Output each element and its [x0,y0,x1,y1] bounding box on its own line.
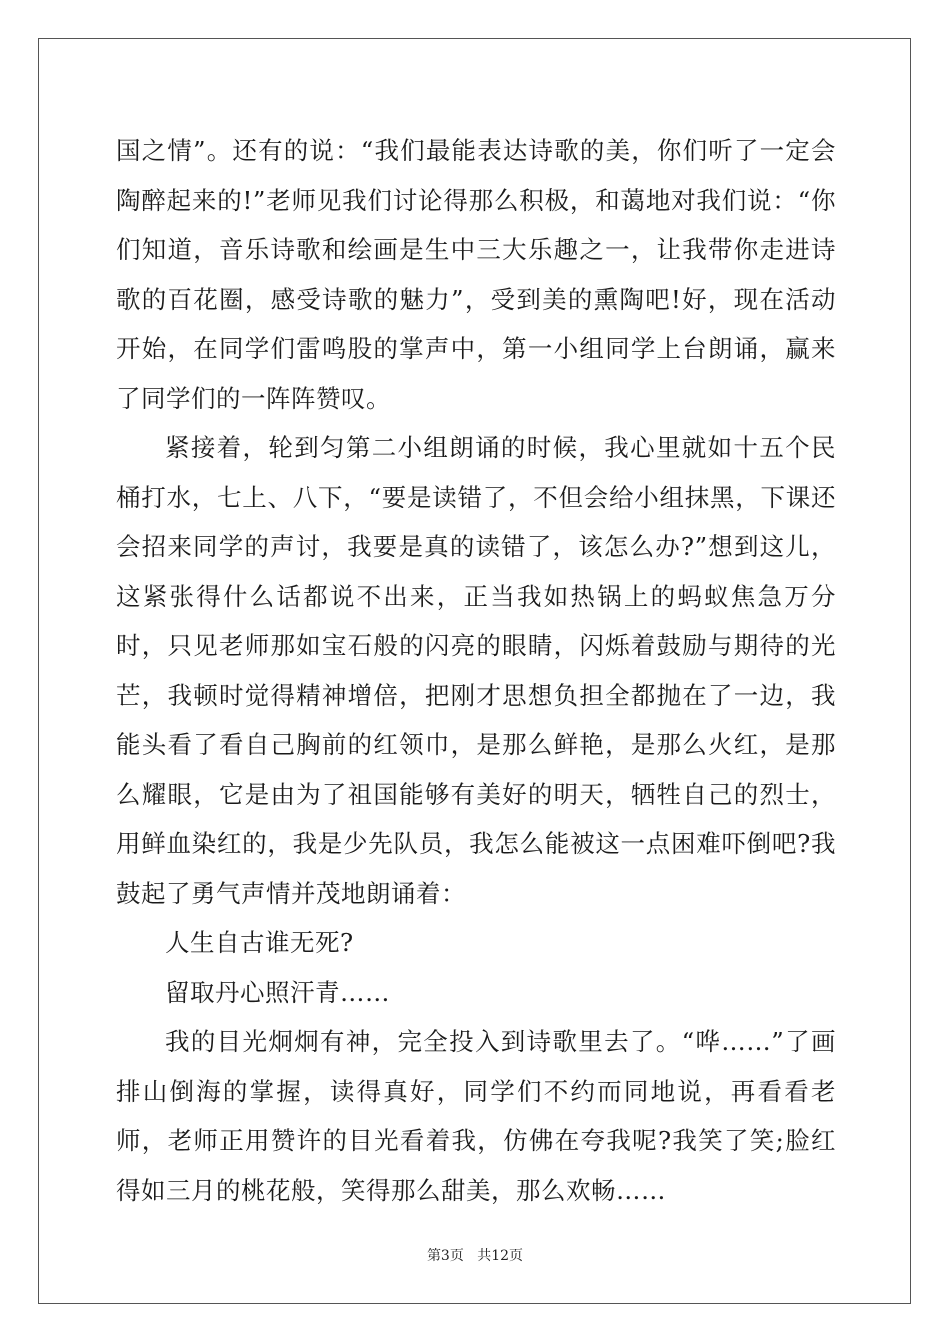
poem-line-2: 留取丹心照汗青…… [165,977,390,1007]
paragraph-3: 我的目光炯炯有神，完全投入到诗歌里去了。“哗……”了画排山倒海的掌握，读得真好，同学们不约而同地说，再看看老师，老师正用赞许的目光看着我，仿佛在夸我呢?我笑了笑;脸红得如三月的桃花般，笑得那么甜美，那么欢畅…… [116,1027,836,1205]
page-number: 第3页 [426,1248,464,1264]
document-body [116,126,836,1215]
poem-line-1: 人生自古谁无死? [165,928,354,957]
paragraph-1: 国之情”。还有的说：“我们最能表达诗歌的美，你们听了一定会陶醉起来的!”老师见我们讨论得那么积极，和蔼地对我们说：“你们知道，音乐诗歌和绘画是生中三大乐趣之一，让我带你走进诗歌的百花圈，感受诗歌的魅力”，受到美的熏陶吧!好，现在活动开始，在同学们雷鸣股的掌声中，第一小组同学上台朗诵，赢来了同学们的一阵阵赞叹。 [116,136,836,413]
page-footer [0,1245,950,1265]
paragraph-2: 紧接着，轮到匀第二小组朗诵的时候，我心里就如十五个民桶打水，七上、八下，“要是读错了，不但会给小组抹黑，下课还会招来同学的声讨，我要是真的读错了，该怎么办?”想到这儿，这紧张得什么话都说不出来，正当我如热锅上的蚂蚁焦急万分时，只见老师那如宝石般的闪亮的眼睛，闪烁着鼓励与期待的光芒，我顿时觉得精神增倍，把刚才思想负担全都抛在了一边，我能头看了看自己胸前的红领巾，是那么鲜艳，是那么火红，是那么耀眼，它是由为了祖国能够有美好的明天，牺牲自己的烈士，用鲜血染红的，我是少先队员，我怎么能被这一点困难吓倒吧?我鼓起了勇气声情并茂地朗诵着： [116,433,836,908]
total-pages: 共12页 [477,1248,524,1264]
